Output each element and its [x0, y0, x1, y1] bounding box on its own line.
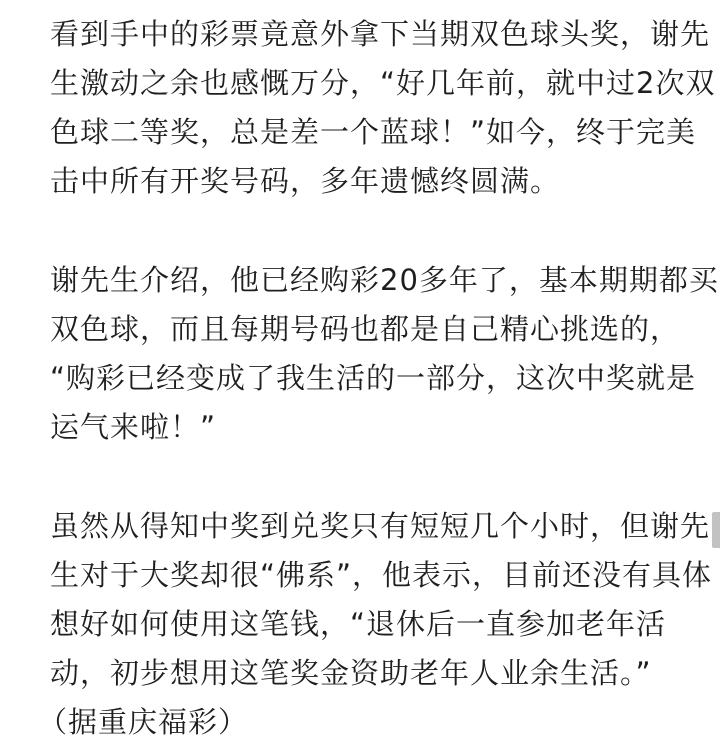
source-credit: （据重庆福彩）: [38, 705, 249, 739]
paragraph-line: 想好如何使用这笔钱，“退休后一直参加老年活: [50, 607, 667, 641]
paragraph-plans: [38, 502, 713, 747]
paragraph-line: “购彩已经变成了我生活的一部分，这次中奖就是: [50, 361, 697, 395]
paragraph-line: 生对于大奖却很“佛系”，他表示，目前还没有具体: [50, 558, 713, 592]
paragraph-line: 击中所有开奖号码，多年遗憾终圆满。: [50, 164, 561, 198]
paragraph-line: 动，初步想用这笔奖金资助老年人业余生活。”: [50, 656, 652, 690]
paragraph-line: 谢先生介绍，他已经购彩20多年了，基本期期都买: [50, 263, 719, 297]
article-body: [38, 10, 719, 747]
paragraph-line: 双色球，而且每期号码也都是自己精心挑选的，: [50, 312, 681, 346]
paragraph-jackpot: [50, 10, 716, 206]
paragraph-line: 看到手中的彩票竟意外拿下当期双色球头奖，谢先: [50, 17, 711, 51]
scroll-handle[interactable]: [712, 512, 720, 548]
paragraph-line: 色球二等奖，总是差一个蓝球！”如今，终于完美: [50, 115, 697, 149]
paragraph-line: 运气来啦！”: [50, 410, 217, 444]
paragraph-line: 虽然从得知中奖到兑奖只有短短几个小时，但谢先: [50, 509, 711, 543]
paragraph-line: 生激动之余也感慨万分，“好几年前，就中过2次双: [50, 66, 716, 100]
paragraph-introduction: [50, 256, 719, 452]
